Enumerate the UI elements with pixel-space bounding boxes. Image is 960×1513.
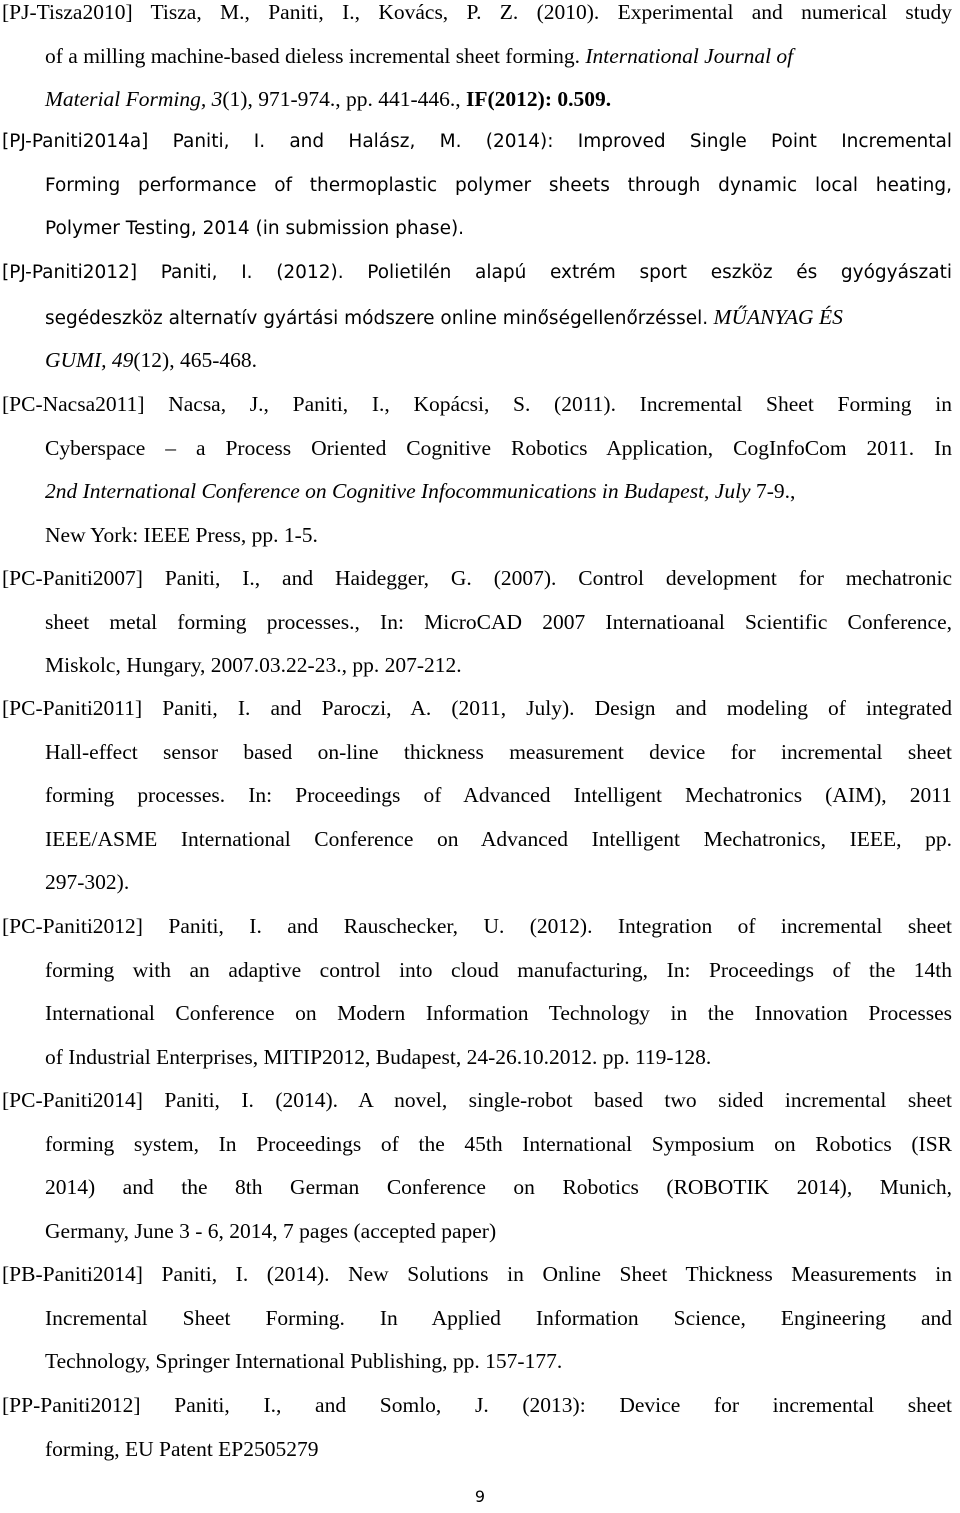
reference-pc-paniti2011 <box>2 696 952 914</box>
reference-line: [PC-Paniti2012] Paniti, I. and Rauschecker, U. (2012). Integration of incremental sheet <box>2 914 952 938</box>
reference-line: [PP-Paniti2012] Paniti, I., and Somlo, J. (2013): Device for incremental sheet <box>2 1393 952 1417</box>
reference-pj-paniti2012 <box>2 261 952 392</box>
reference-line: Material Forming, 3(1), 971-974., pp. 441-446., IF(2012): 0.509. <box>45 87 612 111</box>
reference-line: forming processes. In: Proceedings of Advanced Intelligent Mechatronics (AIM), 2011 <box>45 783 952 807</box>
reference-line: 2014) and the 8th German Conference on Robotics (ROBOTIK 2014), Munich, <box>45 1175 952 1199</box>
reference-line: of Industrial Enterprises, MITIP2012, Budapest, 24-26.10.2012. pp. 119-128. <box>45 1044 712 1069</box>
reference-line: [PJ-Paniti2014a] Paniti, I. and Halász, M. (2014): Improved Single Point Incremental <box>2 131 952 152</box>
reference-line: [PC-Paniti2007] Paniti, I., and Haidegger, G. (2007). Control development for mechatronic <box>2 566 952 590</box>
reference-line: Forming performance of thermoplastic polymer sheets through dynamic local heating, <box>45 174 952 196</box>
reference-line: segédeszköz alternatív gyártási módszere online minőségellenőrzéssel. MŰANYAG ÉS <box>45 304 843 329</box>
reference-line: [PC-Nacsa2011] Nacsa, J., Paniti, I., Kopácsi, S. (2011). Incremental Sheet Forming in <box>2 392 952 416</box>
reference-pc-paniti2007 <box>2 566 952 697</box>
reference-line: 297-302). <box>45 870 130 894</box>
reference-pc-paniti2014 <box>2 1088 952 1262</box>
reference-line: of a milling machine-based dieless incremental sheet forming. International Journal of <box>45 43 794 68</box>
reference-line: [PB-Paniti2014] Paniti, I. (2014). New Solutions in Online Sheet Thickness Measurements in <box>2 1262 952 1286</box>
reference-line: forming, EU Patent EP2505279 <box>45 1436 319 1461</box>
reference-line: Polymer Testing, 2014 (in submission phase). <box>45 218 465 239</box>
reference-pp-paniti2012 <box>2 1393 952 1480</box>
reference-pb-paniti2014 <box>2 1262 952 1393</box>
reference-line: Miskolc, Hungary, 2007.03.22-23., pp. 207-212. <box>45 653 462 677</box>
reference-line: Hall-effect sensor based on-line thickness measurement device for incremental sheet <box>45 739 952 764</box>
reference-line: forming with an adaptive control into cloud manufacturing, In: Proceedings of the 14th <box>45 957 952 982</box>
reference-line: [PJ-Paniti2012] Paniti, I. (2012). Polietilén alapú extrém sport eszköz és gyógyászati <box>2 262 952 283</box>
reference-line: [PC-Paniti2011] Paniti, I. and Paroczi, A. (2011, July). Design and modeling of integrated <box>2 696 952 720</box>
reference-pc-nacsa2011 <box>2 392 952 566</box>
reference-pj-tisza2010 <box>2 0 952 131</box>
reference-line: GUMI, 49(12), 465-468. <box>45 348 257 372</box>
reference-line: Cyberspace – a Process Oriented Cognitive Robotics Application, CogInfoCom 2011. In <box>45 435 952 460</box>
reference-line: forming system, In Proceedings of the 45th International Symposium on Robotics (ISR <box>45 1131 952 1156</box>
reference-line: 2nd International Conference on Cognitive Infocommunications in Budapest, July 7-9., <box>45 479 796 503</box>
page-number: 9 <box>474 1487 486 1506</box>
reference-line: IEEE/ASME International Conference on Advanced Intelligent Mechatronics, IEEE, pp. <box>45 826 952 851</box>
reference-line: Germany, June 3 - 6, 2014, 7 pages (accepted paper) <box>45 1218 497 1243</box>
reference-pj-paniti2014a <box>2 130 952 261</box>
reference-line: [PC-Paniti2014] Paniti, I. (2014). A novel, single-robot based two sided incremental sheet <box>2 1088 952 1112</box>
reference-line: sheet metal forming processes., In: MicroCAD 2007 Internatioanal Scientific Conference, <box>45 609 952 634</box>
reference-line: Technology, Springer International Publishing, pp. 157-177. <box>45 1349 563 1373</box>
reference-line: Incremental Sheet Forming. In Applied Information Science, Engineering and <box>45 1305 952 1330</box>
reference-line: [PJ-Tisza2010] Tisza, M., Paniti, I., Kovács, P. Z. (2010). Experimental and numerical study <box>2 0 952 24</box>
reference-line: International Conference on Modern Information Technology in the Innovation Processes <box>45 1001 952 1025</box>
reference-pc-paniti2012 <box>2 914 952 1088</box>
reference-line: New York: IEEE Press, pp. 1-5. <box>45 522 318 547</box>
